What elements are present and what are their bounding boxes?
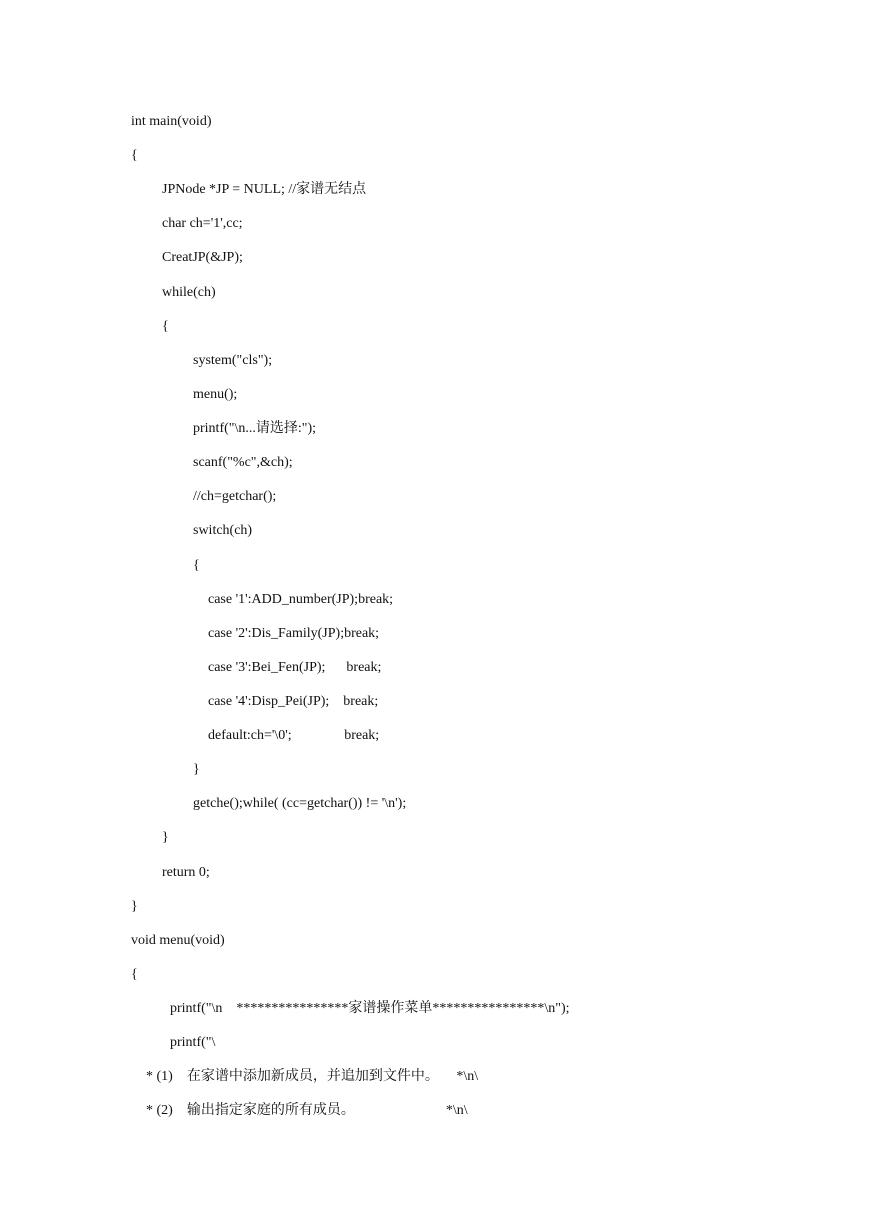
code-line: } — [193, 762, 200, 777]
code-line: menu(); — [193, 387, 238, 402]
code-line: void menu(void) — [131, 933, 225, 948]
code-line: case '1':ADD_number(JP);break; — [208, 592, 394, 607]
code-line: { — [131, 148, 138, 163]
code-line: CreatJP(&JP); — [162, 250, 243, 265]
code-line: { — [193, 558, 200, 573]
code-line: case '2':Dis_Family(JP);break; — [208, 626, 380, 641]
code-line: char ch='1',cc; — [162, 216, 243, 231]
code-line: printf("\n...请选择:"); — [193, 421, 317, 436]
code-line: } — [162, 830, 169, 845]
code-line: while(ch) — [162, 285, 216, 300]
code-line: return 0; — [162, 865, 210, 880]
code-line: int main(void) — [131, 114, 212, 129]
code-line: printf("\ — [170, 1035, 216, 1050]
code-line: system("cls"); — [193, 353, 273, 368]
code-line: * (2) 输出指定家庭的所有成员。 *\n\ — [146, 1103, 468, 1118]
code-line: } — [131, 899, 138, 914]
code-line: default:ch='\0'; break; — [208, 728, 380, 743]
code-line: case '4':Disp_Pei(JP); break; — [208, 694, 379, 709]
code-line: scanf("%c",&ch); — [193, 455, 293, 470]
code-line: //ch=getchar(); — [193, 489, 277, 504]
code-line: printf("\n ****************家谱操作菜单****************\n"); — [170, 1001, 570, 1016]
code-line: getche();while( (cc=getchar()) != '\n'); — [193, 796, 407, 811]
code-line: JPNode *JP = NULL; //家谱无结点 — [162, 182, 367, 197]
code-line: switch(ch) — [193, 523, 253, 538]
code-line: { — [162, 319, 169, 334]
code-line: { — [131, 967, 138, 982]
code-line: * (1) 在家谱中添加新成员，并追加到文件中。 *\n\ — [146, 1069, 479, 1084]
code-line: case '3':Bei_Fen(JP); break; — [208, 660, 382, 675]
